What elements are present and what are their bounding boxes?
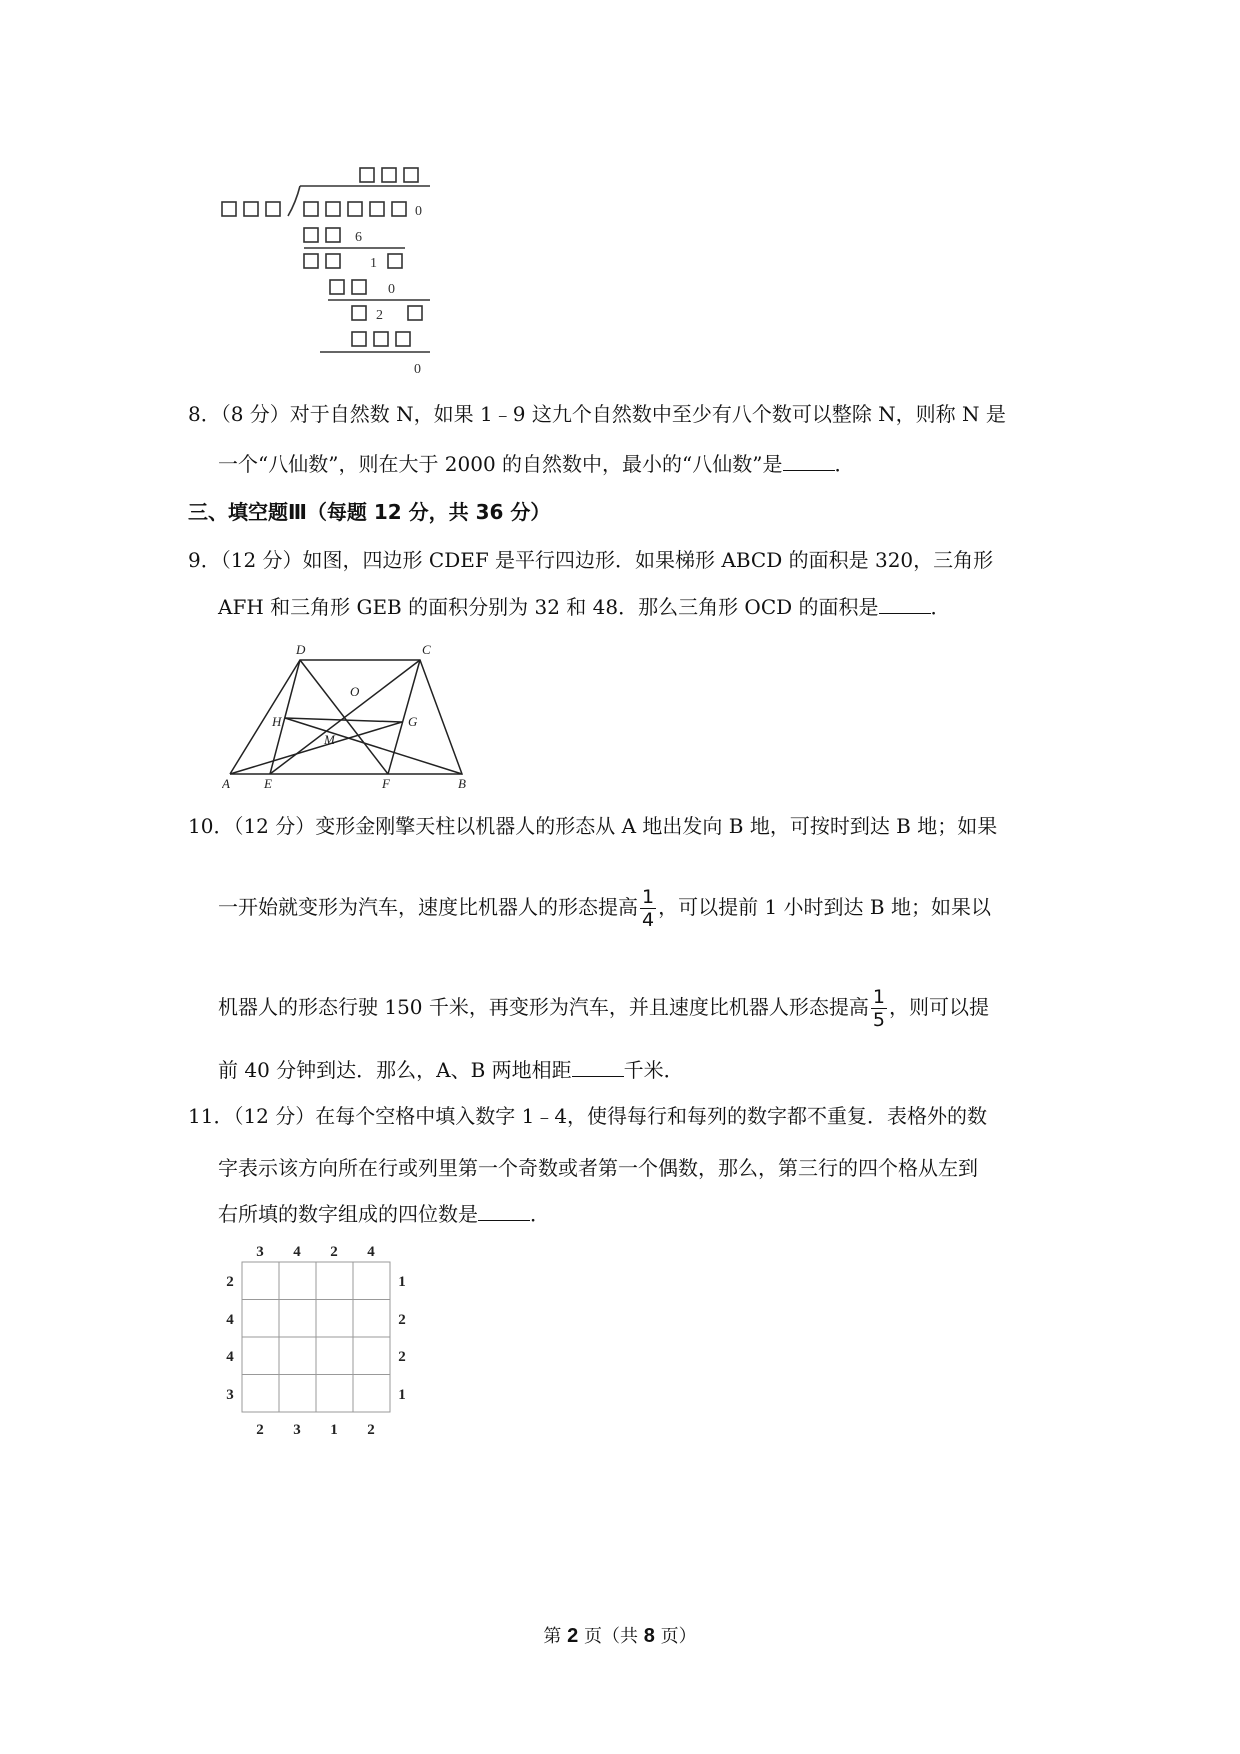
fraction-numerator: 1 <box>872 986 885 1008</box>
division-digit-4: 0 <box>388 282 395 297</box>
q9-line2-end: ． <box>930 595 951 619</box>
q9-line2-text: AFH 和三角形 GEB 的面积分别为 32 和 48．那么三角形 OCD 的面积是 <box>218 595 879 619</box>
fraction-numerator: 1 <box>642 886 655 908</box>
grid-right-2: 2 <box>398 1312 406 1328</box>
label-E: E <box>264 776 272 790</box>
q8-line2-text: 一个“八仙数”，则在大于 2000 的自然数中，最小的“八仙数”是 <box>218 452 783 476</box>
division-digit-5: 2 <box>376 308 383 323</box>
label-G: G <box>408 714 418 729</box>
label-C: C <box>422 642 431 657</box>
grid-left-2: 4 <box>226 1312 234 1328</box>
q10-line2-end: ，可以提前 1 小时到达 B 地；如果以 <box>658 895 991 919</box>
footer-total-pages: 8 <box>643 1625 655 1647</box>
q11-line1: 11．（12 分）在每个空格中填入数字 1﹣4，使得每行和每列的数字都不重复．表格外的数 <box>188 1104 988 1128</box>
label-B: B <box>458 776 466 790</box>
q8-line1: 8．（8 分）对于自然数 N，如果 1﹣9 这九个自然数中至少有八个数可以整除 N，则称 N 是 <box>188 402 1006 426</box>
grid-bottom-3: 1 <box>330 1422 338 1438</box>
q11-line2: 字表示该方向所在行或列里第一个奇数或者第一个偶数，那么，第三行的四个格从左到 <box>218 1156 978 1180</box>
grid-right-1: 1 <box>398 1274 406 1290</box>
q10-line3 <box>218 986 989 1031</box>
q8-line2-end: ． <box>834 452 855 476</box>
fraction-one-fifth <box>871 986 887 1031</box>
q11-line3-end: ． <box>530 1202 550 1226</box>
division-digit-6: 0 <box>414 362 421 377</box>
division-digit-1: 0 <box>415 204 422 219</box>
answer-blank <box>572 1058 624 1077</box>
grid-top-3: 2 <box>330 1244 338 1260</box>
long-division-figure <box>210 160 450 390</box>
q10-line2 <box>218 886 991 931</box>
grid-right-4: 1 <box>398 1387 406 1403</box>
footer-prefix: 第 <box>543 1626 568 1647</box>
label-D: D <box>296 642 306 657</box>
fraction-denominator: 5 <box>872 1009 885 1031</box>
label-H: H <box>272 714 282 729</box>
division-digit-2: 6 <box>355 230 362 245</box>
footer-middle: 页（共 <box>578 1626 644 1647</box>
number-grid-figure <box>218 1240 418 1445</box>
grid-left-3: 4 <box>226 1349 234 1365</box>
footer-suffix: 页） <box>654 1626 697 1647</box>
grid-left-4: 3 <box>226 1387 234 1403</box>
label-A: A <box>222 776 230 790</box>
q11-line3-text: 右所填的数字组成的四位数是 <box>218 1202 478 1226</box>
answer-blank <box>879 595 931 614</box>
q8-line2 <box>218 450 855 478</box>
answer-blank <box>478 1202 530 1221</box>
division-digit-3: 1 <box>370 256 377 271</box>
fraction-denominator: 4 <box>642 909 655 931</box>
grid-right-3: 2 <box>398 1349 406 1365</box>
q10-line3-end: ，则可以提 <box>888 995 989 1019</box>
fraction-one-fourth <box>640 886 656 931</box>
section-title: 三、填空题Ⅲ（每题 12 分，共 36 分） <box>188 500 551 524</box>
footer-page-number: 2 <box>567 1625 579 1647</box>
trapezoid-figure <box>222 640 472 790</box>
q10-line4-text: 前 40 分钟到达．那么，A、B 两地相距 <box>218 1058 572 1082</box>
grid-bottom-1: 2 <box>256 1422 264 1438</box>
grid-bottom-2: 3 <box>293 1422 301 1438</box>
q11-line3 <box>218 1200 550 1228</box>
q10-line2-text: 一开始就变形为汽车，速度比机器人的形态提高 <box>218 895 638 919</box>
answer-blank <box>783 452 835 471</box>
grid-top-1: 3 <box>256 1244 264 1260</box>
page-footer <box>0 1622 1240 1648</box>
label-O: O <box>350 684 360 699</box>
q10-line4 <box>218 1056 684 1084</box>
q10-line4-end: 千米． <box>623 1058 684 1082</box>
grid-top-4: 4 <box>367 1244 375 1260</box>
q9-line2 <box>218 593 951 621</box>
label-M: M <box>324 732 335 747</box>
label-F: F <box>382 776 390 790</box>
q10-line1: 10．（12 分）变形金刚擎天柱以机器人的形态从 A 地出发向 B 地，可按时到达 B 地；如果 <box>188 814 998 838</box>
q9-line1: 9．（12 分）如图，四边形 CDEF 是平行四边形．如果梯形 ABCD 的面积是 320，三角形 <box>188 548 994 572</box>
grid-left-1: 2 <box>226 1274 234 1290</box>
grid-top-2: 4 <box>293 1244 301 1260</box>
grid-bottom-4: 2 <box>367 1422 375 1438</box>
q10-line3-text: 机器人的形态行驶 150 千米，再变形为汽车，并且速度比机器人形态提高 <box>218 995 869 1019</box>
